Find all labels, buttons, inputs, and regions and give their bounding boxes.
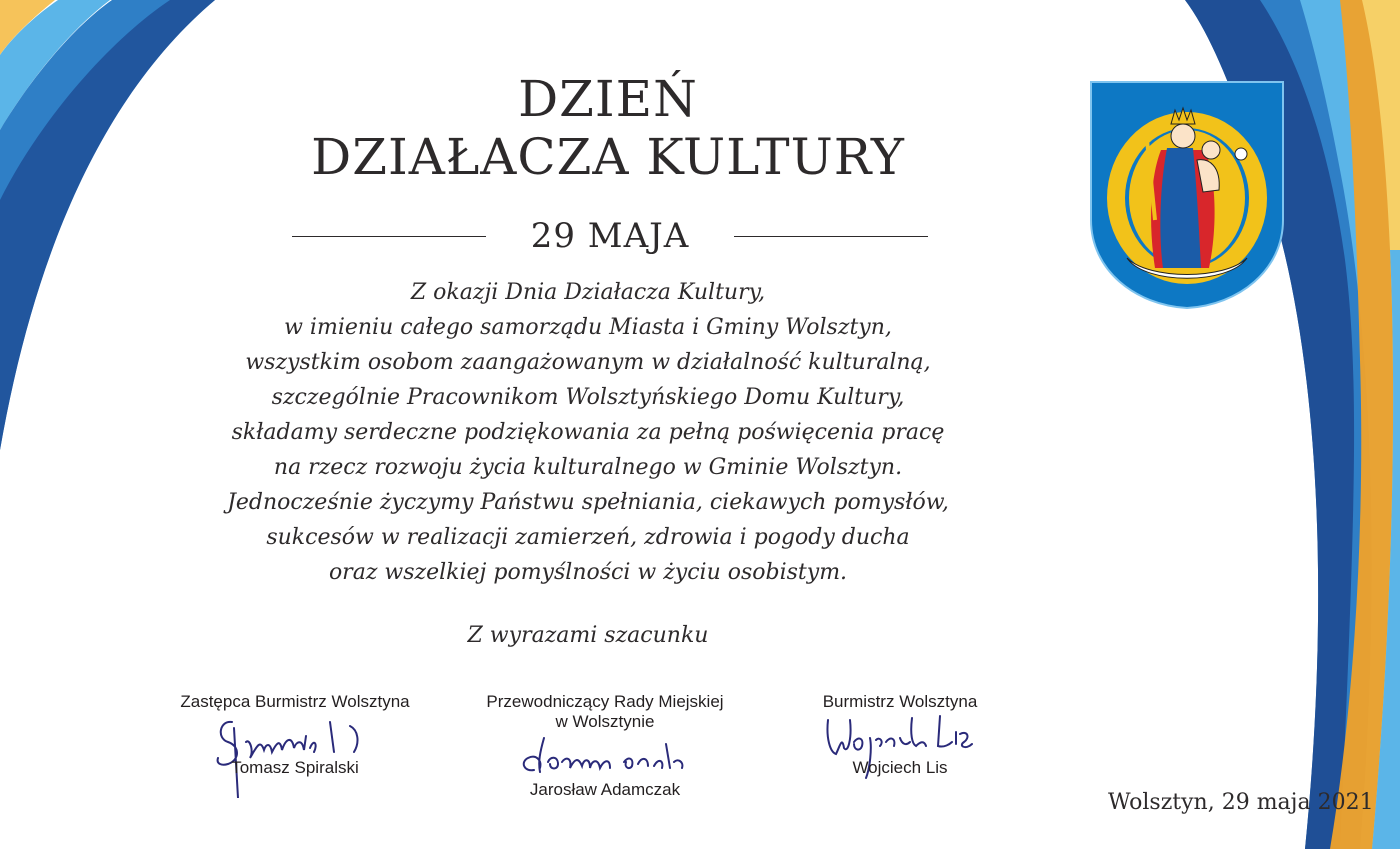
title-line-1: DZIEŃ <box>518 70 698 128</box>
body-line: składamy serdeczne podziękowania za pełną poświęcenia pracę <box>231 420 945 445</box>
date-left-rule <box>292 236 486 237</box>
body-line: wszystkim osobom zaangażowanym w działalność kulturalną, <box>245 350 931 375</box>
body-line: sukcesów w realizacji zamierzeń, zdrowia i pogody ducha <box>266 525 910 550</box>
body-line: w imieniu całego samorządu Miasta i Gminy Wolsztyn, <box>284 315 892 340</box>
closing-salutation: Z wyrazami szacunku <box>467 623 709 648</box>
greeting-body <box>150 275 1026 590</box>
role-line: Burmistrz Wolsztyna <box>822 692 978 711</box>
body-line: Jednocześnie życzymy Państwu spełniania, ciekawych pomysłów, <box>227 490 949 515</box>
signature-block-council-chair <box>460 692 750 802</box>
title-line-2: DZIAŁACZA KULTURY <box>311 128 905 186</box>
signatory-role <box>460 692 750 732</box>
body-line: szczególnie Pracownikom Wolsztyńskiego Domu Kultury, <box>271 385 905 410</box>
date-right-rule <box>734 236 928 237</box>
role-line: Zastępca Burmistrz Wolsztyna <box>180 692 410 711</box>
signature-block-deputy-mayor <box>160 692 430 802</box>
signatory-name: Wojciech Lis <box>852 758 948 777</box>
event-date: 29 MAJA <box>530 216 690 256</box>
signatory-name: Jarosław Adamczak <box>529 780 681 799</box>
signatory-name: Tomasz Spiralski <box>231 758 359 777</box>
place-and-date: Wolsztyn, 29 maja 2021 <box>1108 790 1374 815</box>
signature-spiralski-icon <box>210 708 380 798</box>
body-line: Z okazji Dnia Działacza Kultury, <box>410 280 766 305</box>
body-line: oraz wszelkiej pomyślności w życiu osobistym. <box>328 560 848 585</box>
role-line: w Wolsztynie <box>555 712 655 731</box>
body-line: na rzecz rozwoju życia kulturalnego w Gminie Wolsztyn. <box>273 455 903 480</box>
date-row <box>292 212 928 260</box>
role-line: Przewodniczący Rady Miejskiej <box>486 692 724 711</box>
signature-block-mayor <box>790 692 1010 802</box>
signature-adamczak-icon <box>514 732 704 782</box>
